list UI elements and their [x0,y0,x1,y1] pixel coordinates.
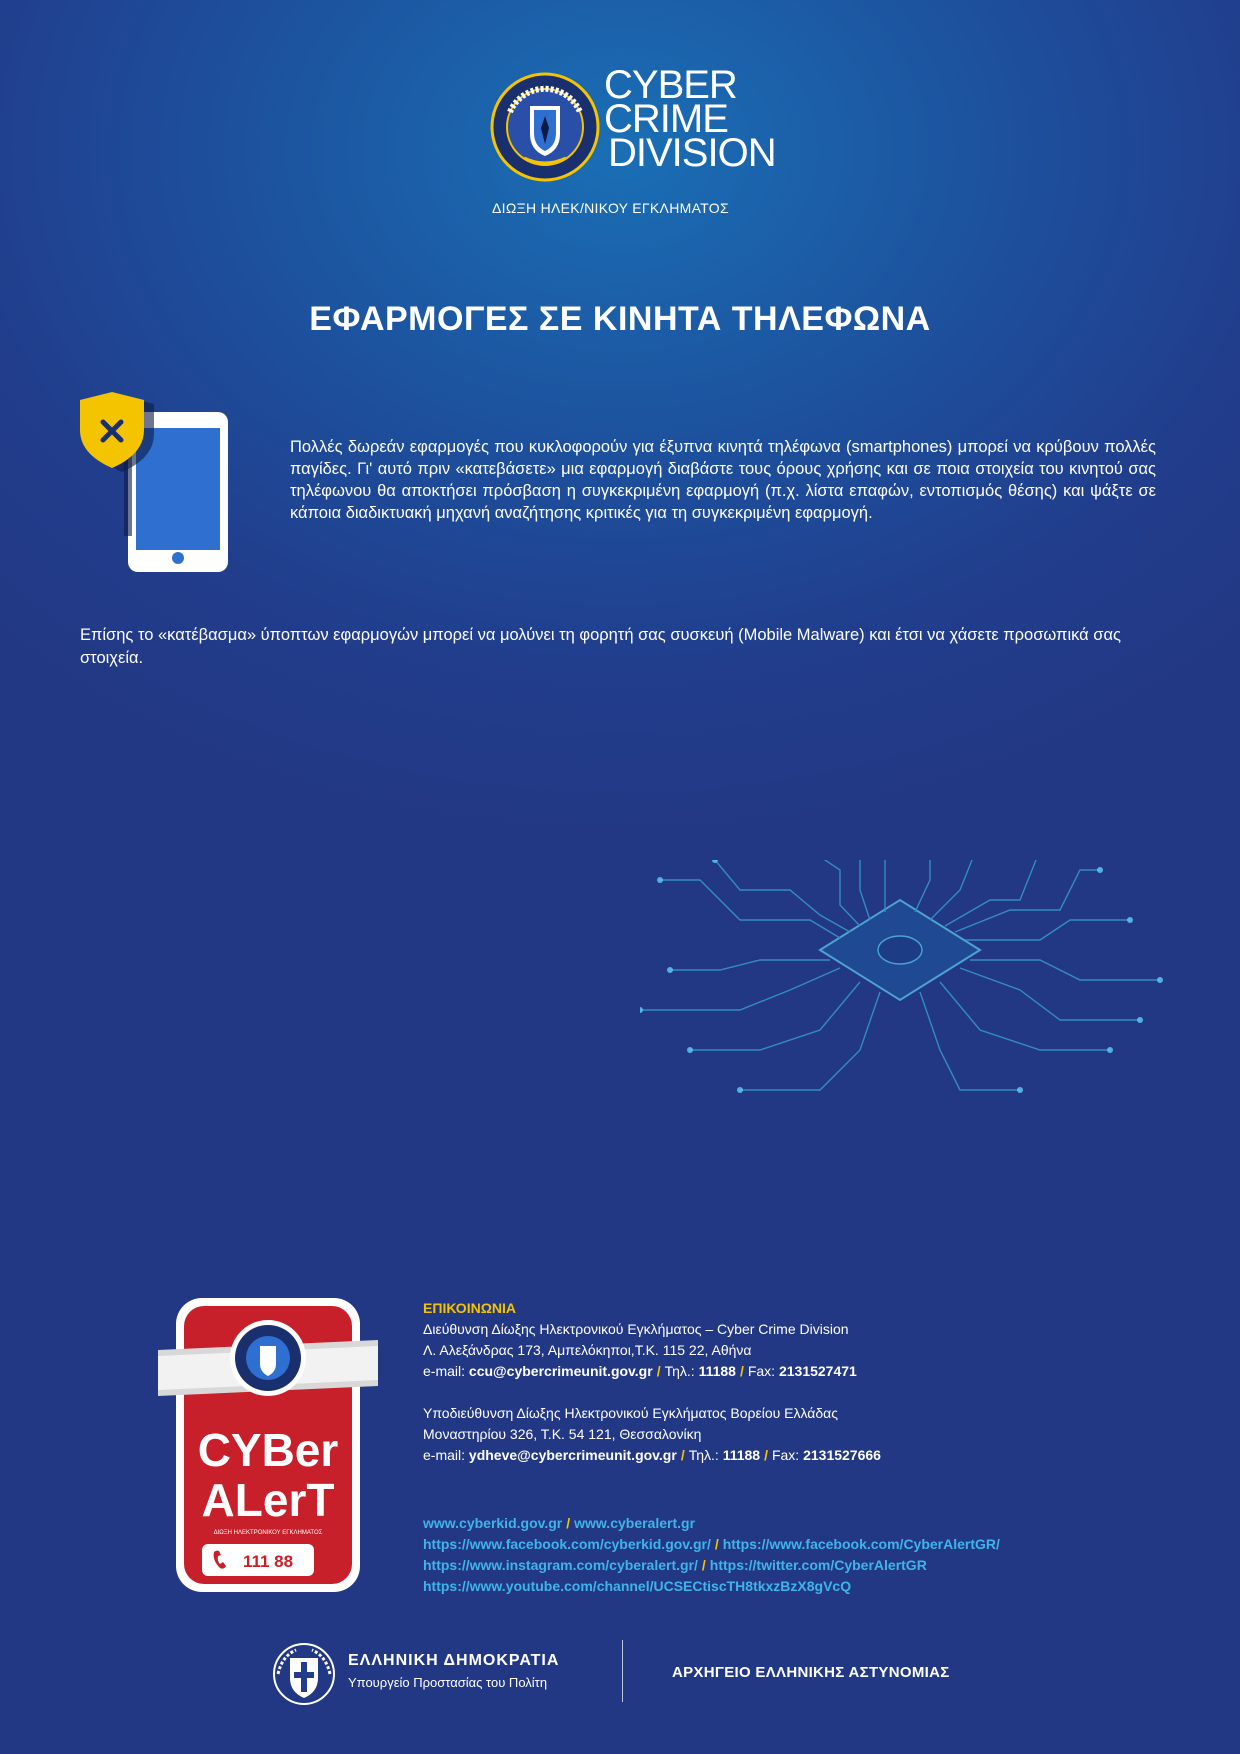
badge-caption: ΔΙΩΞΗ ΗΛΕΚΤΡΟΝΙΚΟΥ ΕΓΚΛΗΜΑΤΟΣ [213,1530,323,1536]
brand-line-division: DIVISION [608,131,776,175]
office2-email[interactable]: ydheve@cybercrimeunit.gov.gr [468,1447,677,1463]
link-facebook-cyberkid[interactable]: https://www.facebook.com/cyberkid.gov.gr/ [423,1536,711,1552]
brand-wordmark [604,63,776,175]
separator-slash: / [701,1557,706,1573]
brand-line-cyber: CYBER [604,63,737,107]
office2-email-label: e-mail: [423,1447,469,1463]
links-row-3 [423,1555,1143,1576]
office1-email[interactable]: ccu@cybercrimeunit.gov.gr [468,1363,653,1379]
header-logo [490,63,776,223]
circuit-chip-graphic [640,860,1200,1160]
link-cyberalert[interactable]: www.cyberalert.gr [574,1515,696,1531]
office2-contacts [423,1445,1143,1466]
cyber-alert-badge [158,1290,378,1600]
link-cyberkid[interactable]: www.cyberkid.gov.gr [423,1515,563,1531]
greek-emblem-icon [272,1642,336,1706]
links-row-4 [423,1576,1143,1597]
office1-email-label: e-mail: [423,1363,469,1379]
link-facebook-cyberalert[interactable]: https://www.facebook.com/CyberAlertGR/ [722,1536,1000,1552]
footer [272,1640,992,1704]
links-row-1 [423,1513,1143,1534]
brand-subtitle: ΔΙΩΞΗ ΗΛΕΚ/ΝΙΚΟΥ ΕΓΚΛΗΜΑΤΟΣ [492,200,729,216]
office2-tel: 11188 [722,1447,761,1463]
contact-block [423,1298,1143,1597]
office2-fax-label: Fax: [771,1447,804,1463]
intro-paragraph: Πολλές δωρεάν εφαρμογές που κυκλοφορούν για έξυπνα κινητά τηλέφωνα (smartphones) μπορεί να κρύβουν πολλές παγίδες. Γι' αυτό πριν «κατεβάσετε» μια εφαρμογή διαβάστε τους όρους χρήσης και σε ποια στοιχεία του κινητού σας τηλέφωνου θα αποκτήσει πρόσβαση η συγκεκριμένη εφαρμογή (π.χ. λίστα επαφών, εντοπισμός θέσης) και ψάξτε σε κάποια διαδικτυακή μηχανή αναζήτησης κριτικές για τη συγκεκριμένη εφαρμογή. [290,438,1156,522]
office1-address: Λ. Αλεξάνδρας 173, Αμπελόκηποι,Τ.Κ. 115 22, Αθήνα [423,1342,752,1358]
separator-slash: / [764,1447,768,1463]
office2-address: Μοναστηρίου 326, Τ.Κ. 54 121, Θεσσαλονίκη [423,1426,702,1442]
office2-tel-label: Τηλ.: [688,1447,723,1463]
contact-heading: ΕΠΙΚΟΙΝΩΝΙΑ [423,1300,517,1316]
separator-slash: / [739,1363,744,1379]
malware-warning-paragraph: Επίσης το «κατέβασμα» ύποπτων εφαρμογών μπορεί να μολύνει τη φορητή σας συσκευή (Mobile Malware) και έτσι να χάσετε προσωπικά σας στοιχεία. [80,626,1121,667]
office1-tel-label: Τηλ.: [664,1363,699,1379]
office1-tel: 11188 [698,1363,736,1379]
separator-slash: / [714,1536,719,1552]
office1-fax-label: Fax: [747,1363,779,1379]
separator-slash: / [680,1447,685,1463]
ministry-name: Υπουργείο Προστασίας του Πολίτη [348,1675,548,1690]
link-instagram[interactable]: https://www.instagram.com/cyberalert.gr/ [423,1557,698,1573]
office1-name: Διεύθυνση Δίωξης Ηλεκτρονικού Εγκλήματος – Cyber Crime Division [423,1321,849,1337]
brand-line-crime: CRIME [604,97,728,141]
badge-alert-text: ALerT [201,1474,335,1526]
footer-divider [622,1640,623,1702]
phone-shield-illustration [78,390,238,575]
republic-name: ΕΛΛΗΝΙΚΗ ΔΗΜΟΚΡΑΤΙΑ [348,1652,560,1669]
police-seal-icon [490,72,600,182]
separator-slash: / [566,1515,571,1531]
office2-fax: 2131527666 [803,1447,881,1463]
badge-phone-number: 111 88 [242,1552,294,1571]
office1-fax: 2131527471 [778,1363,857,1379]
office2-name: Υποδιεύθυνση Δίωξης Ηλεκτρονικού Εγκλήματος Βορείου Ελλάδας [423,1405,839,1421]
badge-cyber-text: CYBer [197,1424,339,1476]
separator-slash: / [656,1363,661,1379]
links-row-2 [423,1534,1143,1555]
link-twitter[interactable]: https://twitter.com/CyberAlertGR [709,1557,927,1573]
police-hq-name: ΑΡΧΗΓΕΙΟ ΕΛΛΗΝΙΚΗΣ ΑΣΤΥΝΟΜΙΑΣ [672,1664,950,1681]
office1-contacts [423,1361,1143,1382]
page-title: ΕΦΑΡΜΟΓΕΣ ΣΕ ΚΙΝΗΤΑ ΤΗΛΕΦΩΝΑ [309,300,931,338]
link-youtube[interactable]: https://www.youtube.com/channel/UCSECtiscTH8tkxzBzX8gVcQ [423,1578,852,1594]
